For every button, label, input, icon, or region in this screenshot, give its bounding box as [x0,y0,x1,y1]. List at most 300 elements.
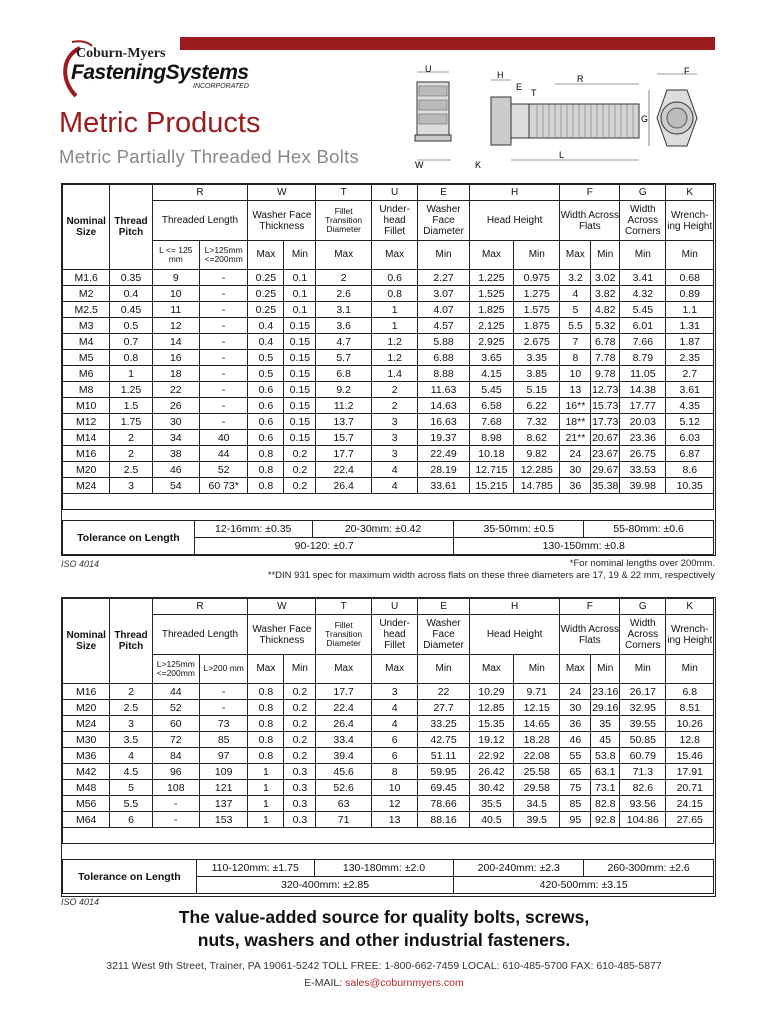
table-cell: 85 [199,732,247,748]
table-cell: 4 [110,748,152,764]
table-cell: 12.15 [514,700,560,716]
header-description: Threaded Length [152,201,248,241]
table-cell: - [199,270,247,286]
table-cell: 0.4 [110,286,152,302]
table-cell: 8.6 [666,462,714,478]
table-cell: 3.02 [591,270,620,286]
table-cell: 0.5 [248,350,284,366]
table-cell: - [199,684,247,700]
table-cell: 3.5 [110,732,152,748]
table-cell: 8.62 [514,430,560,446]
table-cell: 9.82 [514,446,560,462]
table-cell: 69.45 [418,780,470,796]
table-cell: 52 [199,462,247,478]
header-unit: Min [666,240,714,269]
table-cell: 0.6 [371,270,417,286]
table-cell: 21** [560,430,591,446]
table-cell: 36 [560,716,591,732]
table-cell: M42 [63,764,110,780]
table-cell: 12.85 [469,700,513,716]
table-cell: 34.5 [514,796,560,812]
table-cell: 11.05 [620,366,666,382]
table-cell: 2 [110,430,152,446]
table-cell: 15.215 [469,478,513,494]
header-unit: L>125mm <=200mm [152,654,199,683]
table-cell: 7.68 [469,414,513,430]
table-cell: 0.25 [248,286,284,302]
table-cell: 5.45 [620,302,666,318]
table-cell: 2 [371,398,417,414]
table-cell: 0.2 [284,478,316,494]
table-cell: 12.715 [469,462,513,478]
header-row-units [63,654,714,683]
table-cell: 1.825 [469,302,513,318]
table-cell: 0.5 [110,318,152,334]
bolt-head-side-view [415,72,451,160]
table-cell: 0.5 [248,366,284,382]
table-cell: 0.2 [284,732,316,748]
table-cell: 0.8 [248,446,284,462]
table-cell: 15.46 [666,748,714,764]
header-description: Under-head Fillet [371,201,417,241]
table-row [63,398,714,414]
table-cell: 1.4 [371,366,417,382]
header-unit: L>125mm <=200mm [199,240,247,269]
table-cell: 4 [560,286,591,302]
table-cell: 18 [152,366,199,382]
table-cell: 10.35 [666,478,714,494]
table-row [63,478,714,494]
table1-tolerance [62,520,714,555]
header-group-r: R [152,185,248,201]
table-cell: 13 [371,812,417,828]
header-description: Width Across Flats [560,201,620,241]
table-cell: 1.87 [666,334,714,350]
table-cell: M5 [63,350,110,366]
header-row-units [63,240,714,269]
company-logo [58,38,268,103]
tolerance-cell: 200-240mm: ±2.3 [454,860,584,877]
table-cell: 6.8 [316,366,372,382]
table-cell: 0.2 [284,446,316,462]
table-row [63,430,714,446]
header-group-w: W [248,185,316,201]
table-cell: 50.85 [620,732,666,748]
table-cell: - [199,286,247,302]
table-cell: 11 [152,302,199,318]
table-cell: 1.1 [666,302,714,318]
table-row [63,748,714,764]
table-cell: 35.5 [469,796,513,812]
table-cell: 46 [560,732,591,748]
diagram-label-w: W [415,160,424,170]
header-description: Washer Face Thickness [248,201,316,241]
table-cell: 28.19 [418,462,470,478]
header-group-t: T [316,599,372,615]
table-cell: 23.16 [592,685,619,698]
header-unit: Max [371,654,417,683]
tolerance-cell: 35-50mm: ±0.5 [454,521,584,538]
table2 [62,598,714,844]
header-unit: Min [591,654,620,683]
bolt-hex-end-view [649,74,697,146]
table-cell: 20.03 [620,414,666,430]
table-cell: 6.22 [514,398,560,414]
table-cell: 45 [591,732,620,748]
table-cell: 3.6 [316,318,372,334]
table-row [63,366,714,382]
table-cell: 0.2 [284,684,316,700]
table-cell: M56 [63,796,110,812]
table-cell: 2.27 [418,270,470,286]
table-row [63,812,714,828]
table-row [63,446,714,462]
bolt-body-view [491,80,639,160]
table-cell: 1.31 [666,318,714,334]
table-cell: 16 [152,350,199,366]
table-cell: 6 [371,732,417,748]
table-cell: 26.42 [469,764,513,780]
spacer-cell [63,494,714,510]
table-cell: 33.4 [316,732,372,748]
table-cell: M30 [63,732,110,748]
table-cell: - [199,366,247,382]
table-cell: 1 [371,302,417,318]
table-cell: 52.6 [316,780,372,796]
header-unit: Min [591,240,620,269]
header-group-h: H [469,185,560,201]
table-cell: 137 [199,796,247,812]
table-cell: 10.29 [469,684,513,700]
table-cell: 9.78 [591,366,620,382]
header-unit: Min [620,654,666,683]
table-cell: 54 [152,478,199,494]
table-cell: 8.88 [418,366,470,382]
table-cell: 40 [199,430,247,446]
table-row [63,684,714,700]
header-unit: Max [560,654,591,683]
table-cell: 10.26 [666,716,714,732]
table-cell: M36 [63,748,110,764]
company-address: 3211 West 9th Street, Trainer, PA 19061-5242 TOLL FREE: 1-800-662-7459 LOCAL: 610-485-5700 FAX: 610-485-5877 [106,960,662,972]
table-cell: 0.7 [110,334,152,350]
header-unit: Min [418,240,470,269]
table-cell: 10 [371,780,417,796]
table-cell: 4 [371,700,417,716]
table-cell: 14.65 [514,716,560,732]
table-cell: 2.7 [666,366,714,382]
table-cell: 0.8 [110,350,152,366]
table-cell: 3.2 [560,270,591,286]
page-title: Metric Products [59,107,261,139]
diagram-label-t: T [531,88,537,98]
table-cell: 9.2 [316,382,372,398]
table-cell: 13.7 [316,414,372,430]
header-unit: Min [514,654,560,683]
table-cell: 0.8 [248,748,284,764]
table-cell: 11.63 [418,382,470,398]
table-cell: 2.6 [316,286,372,302]
tolerance-label: Tolerance on Length [63,860,197,894]
table-cell: 15.73 [592,399,619,412]
spacer-row [63,494,714,510]
table-cell: 20.67 [592,431,619,444]
table-cell: 3.35 [514,350,560,366]
table-cell: 3.65 [469,350,513,366]
table-cell: 7.78 [591,350,620,366]
table-cell: 34 [152,430,199,446]
header-group-u: U [371,185,417,201]
header-thread-pitch: Thread Pitch [110,599,152,684]
table-cell: - [152,796,199,812]
table-cell: 0.15 [284,366,316,382]
table-cell: 82.6 [620,780,666,796]
table-cell: M16 [63,446,110,462]
header-unit: Max [560,240,591,269]
table-cell: 0.15 [284,334,316,350]
table-cell: 2.925 [469,334,513,350]
table-cell: 4.32 [620,286,666,302]
table-cell: 2.5 [110,462,152,478]
table-cell: 0.8 [248,684,284,700]
table-cell: 39.5 [514,812,560,828]
table-cell: 1.2 [371,334,417,350]
table-cell: 19.12 [469,732,513,748]
table-cell: 55 [560,748,591,764]
table-cell: 96 [152,764,199,780]
table-cell: 8 [371,764,417,780]
table2-iso-label: ISO 4014 [61,897,100,907]
header-unit: Min [514,240,560,269]
table-cell: 0.8 [248,478,284,494]
table-cell: M8 [63,382,110,398]
table-cell: 23.67 [592,447,619,460]
table-cell: - [199,350,247,366]
table-row [63,764,714,780]
table-cell: M20 [63,700,110,716]
table-cell: 6.03 [666,430,714,446]
table-cell: 8.51 [666,700,714,716]
table-cell: 60.79 [620,748,666,764]
header-group-k: K [666,599,714,615]
table-cell: 2 [371,382,417,398]
header-group-e: E [418,599,470,615]
header-unit: Min [284,240,316,269]
tolerance-cell: 420-500mm: ±3.15 [454,877,714,894]
diagram-label-u: U [425,64,432,74]
table-cell: M1.6 [63,270,110,286]
header-description: Under-head Fillet [371,615,417,655]
table-cell: 1.875 [514,318,560,334]
table-cell: 153 [199,812,247,828]
tagline-line2: nuts, washers and other industrial fasteners. [197,930,571,950]
table-cell: 3 [371,430,417,446]
table-cell: 92.8 [591,812,620,828]
header-unit: Max [248,654,284,683]
table-cell: 72 [152,732,199,748]
table-cell: M16 [63,684,110,700]
logo-line3: INCORPORATED [193,83,249,90]
table-cell: 1.525 [469,286,513,302]
table-row [63,318,714,334]
table-cell: 109 [199,764,247,780]
table-cell: 6.8 [666,684,714,700]
table-cell: 5 [560,302,591,318]
table-cell: 0.8 [248,716,284,732]
table-cell: 14 [152,334,199,350]
table-cell: 5.45 [469,382,513,398]
table-cell: 17.91 [666,764,714,780]
table-cell: 6.78 [591,334,620,350]
email-line [0,977,768,989]
table-cell: 0.1 [284,286,316,302]
table-cell: 59.95 [418,764,470,780]
header-group-u: U [371,599,417,615]
table-cell: M2 [63,286,110,302]
diagram-label-g: G [641,114,649,124]
header-description: Width Across Flats [560,615,620,655]
email-link[interactable]: sales@coburnmyers.com [345,977,464,989]
header-thread-pitch: Thread Pitch [110,185,152,270]
table-row [63,302,714,318]
table-cell: 2 [110,684,152,700]
logo-line1: Coburn-Myers [76,46,166,61]
table-cell: 12 [371,796,417,812]
table-cell: 0.15 [284,398,316,414]
table-cell: 0.2 [284,700,316,716]
table-cell: 29.67 [592,463,619,476]
table-cell: 14.785 [514,478,560,494]
table-cell: 27.65 [666,812,714,828]
table-cell: 0.6 [248,382,284,398]
table-cell: 25.58 [514,764,560,780]
table-cell: - [199,318,247,334]
table-cell: 1 [248,796,284,812]
table-cell: 53.8 [591,748,620,764]
table-cell: 3 [371,446,417,462]
table-row [63,382,714,398]
tolerance-cell: 130-180mm: ±2.0 [314,860,454,877]
table-cell: 0.1 [284,270,316,286]
table-cell: 5.5 [560,318,591,334]
table-cell: 0.6 [248,430,284,446]
tagline-line1: The value-added source for quality bolts, screws, [178,907,590,927]
table-cell: 30 [560,462,591,478]
table-cell: 63 [316,796,372,812]
tolerance-label: Tolerance on Length [63,521,195,555]
table-cell: 84 [152,748,199,764]
table-cell: 14.38 [620,382,666,398]
table-cell: 0.25 [248,302,284,318]
header-unit: Max [248,240,284,269]
table-cell: - [152,812,199,828]
table1-iso-label: ISO 4014 [61,559,100,569]
table-cell: - [199,334,247,350]
table-cell: 75 [560,780,591,796]
table-cell: 60 [152,716,199,732]
table-cell: 22.4 [316,462,372,478]
header-description: Fillet Transition Diameter [316,615,372,655]
table-cell: M64 [63,812,110,828]
table-cell: 0.15 [284,350,316,366]
table-cell: 1.575 [514,302,560,318]
diagram-label-l: L [559,150,565,160]
table-cell: 3 [371,414,417,430]
table-cell: 0.89 [666,286,714,302]
table-cell: 0.68 [666,270,714,286]
table-row [63,334,714,350]
tolerance-cell: 130-150mm: ±0.8 [454,538,714,555]
header-description: Wrench-ing Height [666,615,714,655]
table-cell: 33.25 [418,716,470,732]
table-cell: 2.125 [469,318,513,334]
table-cell: 26 [152,398,199,414]
table-cell: 0.8 [371,286,417,302]
table-cell: 0.8 [248,700,284,716]
table-cell: 3 [371,684,417,700]
table-cell: 2 [316,270,372,286]
table-cell: 4.15 [469,366,513,382]
table-cell: 0.15 [284,318,316,334]
table-cell: 73.1 [591,780,620,796]
table-cell: 17.77 [620,398,666,414]
table-cell: 1.275 [514,286,560,302]
table-cell: 3 [110,478,152,494]
header-group-g: G [620,599,666,615]
header-nominal-size: Nominal Size [63,599,110,684]
table-cell: 0.25 [248,270,284,286]
table-cell: 63.1 [591,764,620,780]
header-row-descriptions [63,615,714,655]
table-row [63,732,714,748]
table-row [63,350,714,366]
table-cell: 30 [560,700,591,716]
table-cell: 52 [152,700,199,716]
table-cell: 29.58 [514,780,560,796]
table-cell: 0.3 [284,764,316,780]
table-cell: 97 [199,748,247,764]
table-cell: 22.92 [469,748,513,764]
table-cell: 9.71 [514,684,560,700]
table-cell: 2.35 [666,350,714,366]
table-cell: 26.4 [316,478,372,494]
header-group-t: T [316,185,372,201]
header-nominal-size: Nominal Size [63,185,110,270]
header-unit: Max [316,654,372,683]
table-cell: 0.3 [284,812,316,828]
table-cell: 85 [560,796,591,812]
table-cell: M24 [63,716,110,732]
table-cell: 8 [560,350,591,366]
table-cell: M10 [63,398,110,414]
table-cell: 16** [560,398,591,414]
table-cell: 13 [560,382,591,398]
table-cell: - [199,700,247,716]
table-cell: 0.2 [284,748,316,764]
table-cell: 10 [152,286,199,302]
table-cell: 0.15 [284,414,316,430]
table-cell: 39.55 [620,716,666,732]
table-cell: 0.8 [248,462,284,478]
table-cell: 15.35 [469,716,513,732]
table-cell: 0.8 [248,732,284,748]
header-group-f: F [560,599,620,615]
table-cell: 7 [560,334,591,350]
table-cell: 22.49 [418,446,470,462]
table-cell: 5.5 [110,796,152,812]
table-cell: M3 [63,318,110,334]
diagram-label-r: R [577,74,584,84]
